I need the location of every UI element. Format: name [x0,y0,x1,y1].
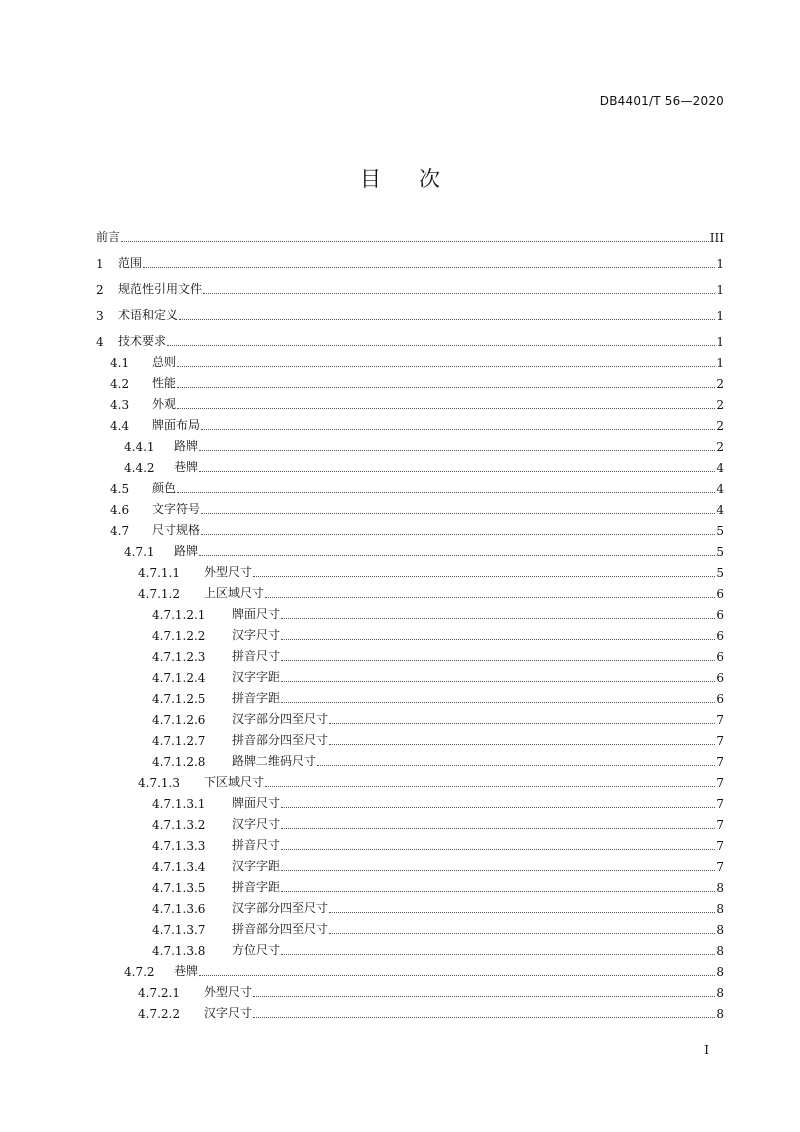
dot-leader [121,240,709,242]
toc-entry-title: 外观 [152,397,177,411]
toc-entry-number: 4.5 [110,482,130,496]
toc-entry-title: 汉字尺寸 [232,628,281,642]
toc-entry-page: 6 [716,650,724,664]
toc-entry-number: 4.7.1.2.8 [152,755,206,769]
toc-entry-number: 4.7.1.2.2 [152,629,206,643]
toc-entry-number: 1 [96,257,104,271]
toc-entry-page: 1 [716,283,724,297]
dot-leader [253,1016,715,1018]
toc-entry-number: 4.7.1.3.7 [152,923,206,937]
toc-entry-title: 总则 [152,355,177,369]
dot-leader [281,638,715,640]
toc-entry-title: 牌面尺寸 [232,607,281,621]
toc-entry[interactable] [152,605,724,622]
toc-entry-page: 6 [716,671,724,685]
toc-entry-page: 4 [716,482,724,496]
toc-entry-title: 拼音尺寸 [232,838,281,852]
dot-leader [281,806,715,808]
toc-entry[interactable] [110,521,724,538]
toc-entry-number: 4.7.1.3.4 [152,860,206,874]
toc-entry[interactable] [152,857,724,874]
toc-entry[interactable] [124,437,724,454]
toc-entry-title: 巷牌 [174,964,199,978]
toc-entry-number: 4.7.1.2.3 [152,650,206,664]
toc-entry-page: 7 [716,734,724,748]
dot-leader [281,953,715,955]
toc-entry-title: 汉字尺寸 [232,817,281,831]
dot-leader [265,596,715,598]
dot-leader [199,470,715,472]
dot-leader [329,911,715,913]
toc-entry-title: 汉字字距 [232,670,281,684]
toc-entry[interactable] [96,280,724,297]
dot-leader [177,491,715,493]
dot-leader [201,533,715,535]
toc-entry[interactable] [152,815,724,832]
dot-leader [281,680,715,682]
dot-leader [281,890,715,892]
toc-entry[interactable] [152,899,724,916]
dot-leader [281,659,715,661]
toc-entry[interactable] [152,878,724,895]
toc-entry[interactable] [152,752,724,769]
dot-leader [253,575,715,577]
toc-entry-number: 4.7.2 [124,965,155,979]
toc-entry-title: 路牌 [174,439,199,453]
toc-entry-page: 8 [716,944,724,958]
page-number: I [704,1043,709,1057]
toc-entry-page: III [709,231,724,245]
toc-entry[interactable] [124,962,724,979]
toc-entry-title: 汉字字距 [232,859,281,873]
toc-entry-title: 外型尺寸 [204,565,253,579]
toc-entry[interactable] [96,254,724,271]
dot-leader [317,764,715,766]
toc-entry[interactable] [110,374,724,391]
toc-entry-page: 8 [716,1007,724,1021]
toc-entry-number: 4.7.1 [124,545,155,559]
toc-entry-page: 4 [716,503,724,517]
toc-entry-page: 7 [716,839,724,853]
toc-entry-title: 性能 [152,376,177,390]
toc-entry-number: 3 [96,309,104,323]
toc-entry[interactable] [110,353,724,370]
toc-entry-page: 6 [716,587,724,601]
toc-entry-number: 4.7.1.3.1 [152,797,206,811]
dot-leader [265,785,715,787]
toc-entry-title: 范围 [118,256,143,270]
toc-entry[interactable] [96,306,724,323]
toc-entry-page: 8 [716,881,724,895]
toc-entry-page: 8 [716,986,724,1000]
toc-entry-number: 2 [96,283,104,297]
toc-entry-page: 1 [716,335,724,349]
toc-entry-number: 4.4.2 [124,461,155,475]
toc-entry[interactable] [110,500,724,517]
toc-entry[interactable] [152,920,724,937]
toc-entry[interactable] [124,542,724,559]
dot-leader [281,827,715,829]
toc-entry[interactable] [138,1004,724,1021]
toc-entry-title: 汉字尺寸 [204,1006,253,1020]
toc-entry-page: 2 [716,440,724,454]
toc-entry[interactable] [138,584,724,601]
toc-entry-page: 5 [716,545,724,559]
toc-entry-title: 术语和定义 [118,308,179,322]
toc-entry-page: 5 [716,524,724,538]
toc-entry-number: 4.4 [110,419,130,433]
toc-entry-number: 4.6 [110,503,130,517]
toc-entry-number: 4.4.1 [124,440,155,454]
toc-entry-title: 文字符号 [152,502,201,516]
toc-entry[interactable] [110,395,724,412]
dot-leader [143,266,715,268]
toc-entry-page: 1 [716,257,724,271]
toc-entry-page: 6 [716,692,724,706]
toc-entry-title: 路牌 [174,544,199,558]
toc-entry[interactable] [138,773,724,790]
toc-entry[interactable] [110,479,724,496]
toc-entry-page: 7 [716,860,724,874]
toc-entry-page: 4 [716,461,724,475]
toc-entry-number: 4.7.1.2.1 [152,608,206,622]
toc-entry-page: 2 [716,377,724,391]
toc-entry[interactable] [96,332,724,349]
toc-entry-number: 4.1 [110,356,130,370]
dot-leader [199,554,715,556]
toc-entry-number: 4.7.1.3.3 [152,839,206,853]
toc-entry-page: 6 [716,608,724,622]
toc-entry-number: 4.7.2.2 [138,1007,180,1021]
toc-entry-number: 4.7.1.3.6 [152,902,206,916]
toc-entry-number: 4.7.1.3.2 [152,818,206,832]
toc-entry-number: 4.7.1.2.5 [152,692,206,706]
toc-entry-number: 4.7.1.2 [138,587,180,601]
document-code: DB4401/T 56—2020 [599,94,724,108]
toc-entry[interactable] [152,668,724,685]
dot-leader [199,974,715,976]
dot-leader [167,344,715,346]
toc-entry-page: 8 [716,923,724,937]
toc-entry-title: 汉字部分四至尺寸 [232,712,329,726]
dot-leader [177,386,715,388]
toc-entry-title: 颜色 [152,481,177,495]
toc-entry[interactable] [152,941,724,958]
toc-entry[interactable] [152,626,724,643]
dot-leader [281,848,715,850]
dot-leader [329,743,715,745]
toc-entry-number: 4.3 [110,398,130,412]
toc-entry[interactable] [96,228,724,245]
toc-entry-page: 7 [716,818,724,832]
dot-leader [177,365,715,367]
toc-entry-title: 外型尺寸 [204,985,253,999]
dot-leader [199,449,715,451]
dot-leader [201,428,715,430]
toc-entry-page: 7 [716,755,724,769]
toc-entry-title: 上区域尺寸 [204,586,265,600]
toc-entry-page: 5 [716,566,724,580]
dot-leader [281,617,715,619]
toc-entry[interactable] [152,710,724,727]
toc-entry-page: 7 [716,776,724,790]
toc-entry[interactable] [152,836,724,853]
toc-entry-page: 7 [716,797,724,811]
toc-entry-number: 4.2 [110,377,130,391]
dot-leader [281,701,715,703]
toc-entry-title: 拼音部分四至尺寸 [232,922,329,936]
toc-entry-title: 前言 [96,230,121,244]
toc-entry-page: 7 [716,713,724,727]
dot-leader [201,512,715,514]
toc-entry-number: 4.7.1.3.5 [152,881,206,895]
dot-leader [329,932,715,934]
toc-entry-title: 汉字部分四至尺寸 [232,901,329,915]
toc-entry-title: 技术要求 [118,334,167,348]
toc-entry-number: 4.7.1.2.7 [152,734,206,748]
toc-entry-number: 4.7.1.2.4 [152,671,206,685]
page-title: 目次 [360,167,478,191]
dot-leader [329,722,715,724]
toc-entry-title: 拼音部分四至尺寸 [232,733,329,747]
toc-entry-title: 下区域尺寸 [204,775,265,789]
toc-entry[interactable] [152,731,724,748]
toc-entry-title: 牌面布局 [152,418,201,432]
dot-leader [281,869,715,871]
toc-entry-number: 4.7.2.1 [138,986,180,1000]
toc-entry-page: 8 [716,902,724,916]
toc-entry[interactable] [138,563,724,580]
toc-entry-title: 尺寸规格 [152,523,201,537]
toc-entry-title: 方位尺寸 [232,943,281,957]
toc-entry-title: 拼音尺寸 [232,649,281,663]
dot-leader [253,995,715,997]
toc-entry-title: 规范性引用文件 [118,282,203,296]
toc-entry[interactable] [152,647,724,664]
toc-entry-page: 1 [716,309,724,323]
dot-leader [203,292,715,294]
toc-entry-number: 4.7.1.3.8 [152,944,206,958]
toc-entry[interactable] [110,416,724,433]
toc-entry-title: 牌面尺寸 [232,796,281,810]
toc-entry[interactable] [124,458,724,475]
toc-entry[interactable] [152,794,724,811]
toc-entry-number: 4.7 [110,524,130,538]
toc-entry-title: 拼音字距 [232,880,281,894]
toc-entry-title: 路牌二维码尺寸 [232,754,317,768]
toc-entry-title: 巷牌 [174,460,199,474]
toc-entry[interactable] [138,983,724,1000]
toc-entry-page: 6 [716,629,724,643]
toc-entry-number: 4.7.1.3 [138,776,180,790]
toc-entry-number: 4 [96,335,104,349]
toc-entry-title: 拼音字距 [232,691,281,705]
dot-leader [177,407,715,409]
dot-leader [179,318,715,320]
toc-entry[interactable] [152,689,724,706]
toc-entry-page: 2 [716,398,724,412]
toc-entry-page: 1 [716,356,724,370]
toc-entry-number: 4.7.1.2.6 [152,713,206,727]
toc-entry-page: 8 [716,965,724,979]
toc-entry-number: 4.7.1.1 [138,566,180,580]
toc-entry-page: 2 [716,419,724,433]
